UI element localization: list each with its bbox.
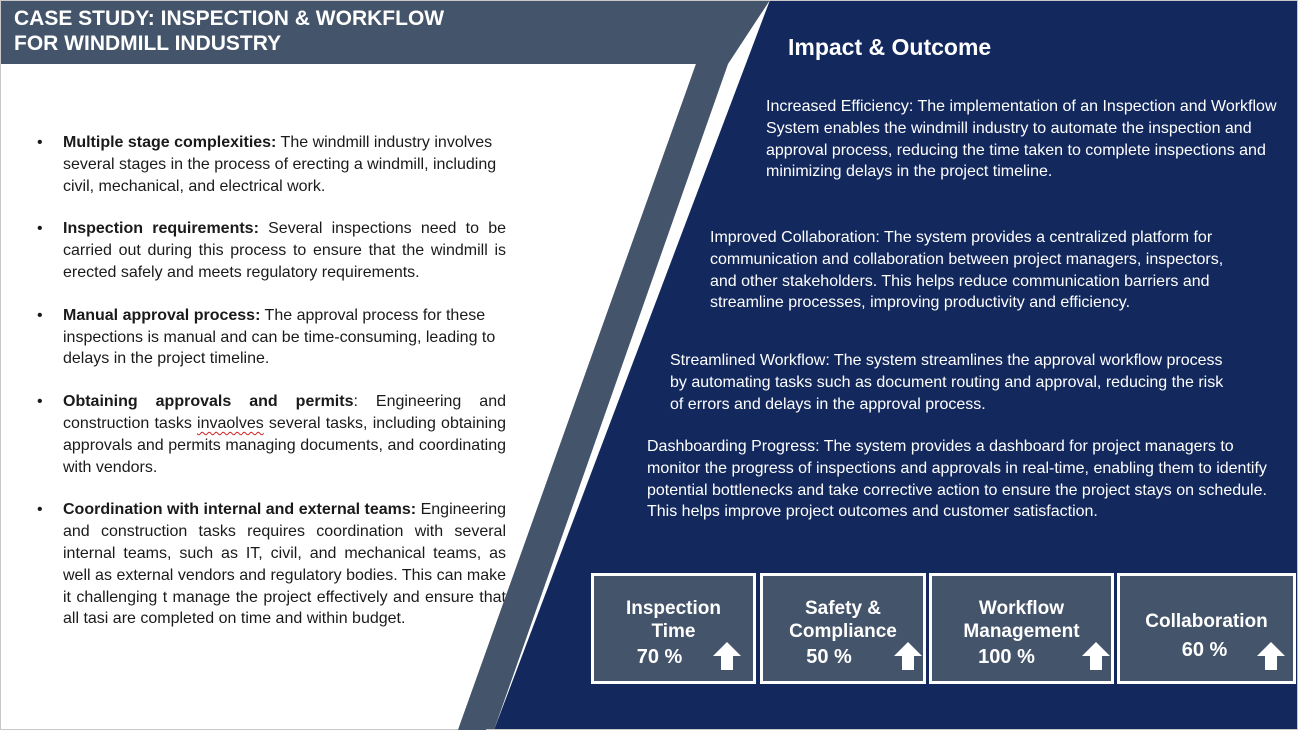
arrow-up-icon — [1256, 641, 1286, 671]
impact-paragraph-workflow: Streamlined Workflow: The system streamlines the approval workflow process by automating tasks such as document routing and approval, reducing the risk of errors and delays in the approval process. — [670, 352, 1224, 413]
metric-value: 50 % — [806, 646, 852, 668]
impact-paragraph-dashboarding: Dashboarding Progress: The system provides a dashboard for project managers to monitor the progress of inspections and approvals in real-time, enabling them to identify potential bottlenecks and take corrective action to ensure the project stays on schedule. This helps improve project outcomes and customer satisfaction. — [647, 438, 1267, 521]
impact-title: Impact & Outcome — [788, 34, 992, 60]
impact-paragraph-efficiency: Increased Efficiency: The implementation of an Inspection and Workflow System enables the windmill industry to automate the inspection and approval process, reducing the time taken to complete inspections and minimizing delays in the project timeline. — [766, 98, 1277, 181]
bullet-text: : Engineering and construction tasks — [63, 393, 506, 432]
metric-label: Collaboration — [1145, 611, 1268, 632]
metric-label: Management — [963, 621, 1080, 642]
metric-tile-inspection-time — [591, 573, 756, 684]
title-line-1: CASE STUDY: INSPECTION & WORKFLOW — [14, 7, 445, 30]
bullet-heading: Obtaining approvals and permits — [63, 393, 354, 411]
metric-value: 70 % — [636, 646, 683, 668]
bullet-text: Several inspections need to be carried out during this process to ensure that the windmill is erected safely and meets regulatory requirements. — [63, 220, 506, 281]
bullet-heading: Coordination with internal and external teams: — [63, 501, 417, 519]
metric-label: Inspection — [625, 598, 721, 619]
bullet-heading: Manual approval process: — [63, 306, 261, 324]
bullet-text: Engineering and construction tasks requires coordination with several internal teams, such as IT, civil, and mechanical teams, as well as external vendors and regulatory bodies. This can make it challenging t manage the project effectively and ensure that all tasi are completed on time and within budget. — [63, 501, 507, 628]
metric-value: 60 % — [1181, 639, 1228, 661]
bullet-heading: Inspection requirements: — [63, 220, 259, 238]
bullet-heading: Multiple stage complexities: — [63, 134, 277, 151]
arrow-up-icon — [1081, 641, 1111, 671]
metric-label: Time — [651, 621, 696, 642]
bullet-text: The windmill industry involves several stages in the process of erecting a windmill, including civil, mechanical, and electrical work. — [63, 134, 497, 195]
misspelled-word: invaolves — [197, 414, 264, 432]
metric-tile-collaboration — [1117, 573, 1296, 684]
metric-label: Safety & — [804, 598, 882, 619]
metric-label: Compliance — [789, 621, 897, 642]
metric-label: Workflow — [978, 598, 1065, 619]
metric-tile-workflow-management — [929, 573, 1114, 684]
title-line-2: FOR WINDMILL INDUSTRY — [14, 32, 282, 55]
bullet-text: The approval process for these inspections is manual and can be time-consuming, leading to delays in the project timeline. — [63, 306, 496, 368]
bullet-text: several tasks, including obtaining approvals and permits managing documents, and coordinating with vendors. — [63, 414, 506, 476]
impact-paragraph-collaboration: Improved Collaboration: The system provides a centralized platform for communication and collaboration between project managers, inspectors, and other stakeholders. This helps reduce communication barriers and streamline processes, improving productivity and efficiency. — [710, 229, 1224, 312]
metric-value: 100 % — [978, 646, 1035, 668]
